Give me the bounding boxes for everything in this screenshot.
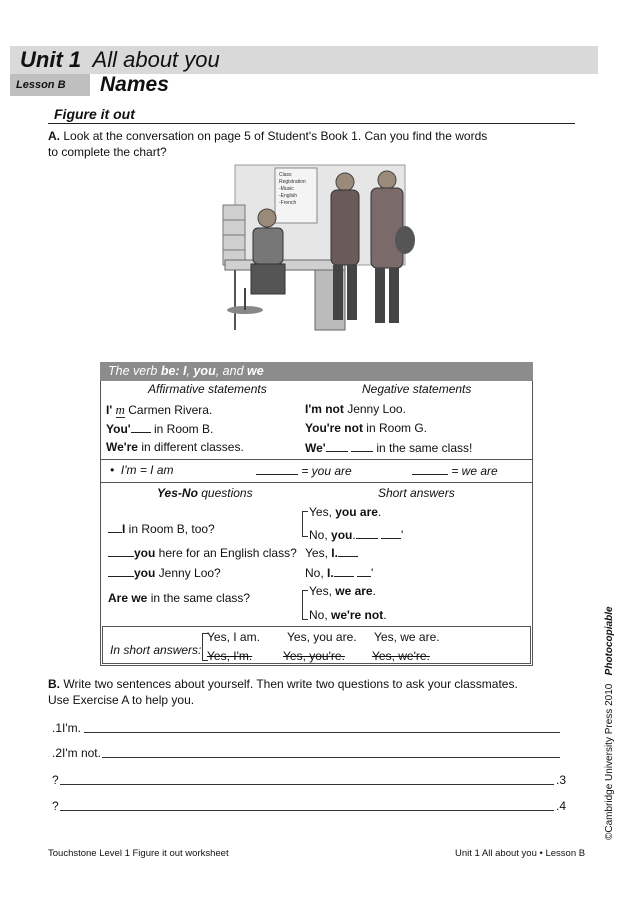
lesson-title: Names (100, 73, 169, 96)
svg-text:Class: Class (279, 172, 292, 178)
negative-row-3: We' in the same class! (305, 441, 473, 455)
exercise-b-instructions (48, 676, 518, 708)
answer-blank[interactable] (412, 463, 448, 475)
contraction-3: = we are (412, 463, 498, 479)
copyright-sidebar (604, 606, 615, 840)
chart-divider (100, 459, 533, 460)
exercise-a-instructions (48, 128, 487, 160)
classroom-illustration (205, 160, 430, 340)
exercise-a-letter: A. (48, 129, 60, 143)
answer-2-yes: Yes, I. (305, 545, 358, 561)
write-line-4[interactable] (60, 810, 554, 811)
exercise-b-line1: Write two sentences about yourself. Then write two questions to ask your classmates. (63, 677, 518, 691)
short-struck-1: Yes, I'm. (207, 649, 253, 663)
write-line-3-label: ? (52, 773, 59, 787)
section-title: Figure it out (54, 106, 135, 122)
answer-blank[interactable] (334, 565, 354, 577)
answer-bracket (302, 511, 308, 537)
unit-label: Unit 1 (20, 47, 82, 72)
answer-blank[interactable] (108, 521, 122, 533)
answer-blank[interactable] (256, 463, 298, 475)
affirmative-row-1: I' m Carmen Rivera. (106, 402, 213, 417)
chart-title: The verb be: I, you, and we (100, 362, 533, 381)
write-line-2-label: .2I'm not. (52, 746, 101, 760)
svg-text:-English: -English (279, 193, 298, 199)
short-struck-3: Yes, we're. (372, 649, 430, 663)
svg-text:Registration: Registration (279, 179, 306, 185)
answer-4-yes: Yes, we are. (309, 584, 376, 598)
answer-blank[interactable] (381, 527, 401, 539)
unit-name: All about you (92, 47, 220, 72)
answer-3-no: No, I. ' (305, 566, 374, 580)
lesson-label: Lesson B (10, 74, 90, 96)
write-line-4-label: ? (52, 799, 59, 813)
answer-blank[interactable] (338, 545, 358, 557)
answer-blank[interactable] (131, 421, 151, 433)
short-yes-3: Yes, we are. (374, 630, 440, 644)
short-answers-label: In short answers: (110, 643, 202, 657)
exercise-b-line2: Use Exercise A to help you. (48, 693, 195, 707)
question-3: you Jenny Loo? (108, 565, 221, 581)
write-line-3-number: .3 (556, 773, 567, 787)
short-yes-2: Yes, you are. (287, 630, 357, 644)
negative-heading: Negative statements (362, 382, 472, 396)
question-2: you here for an English class? (108, 545, 297, 561)
short-struck-2: Yes, you're. (283, 649, 345, 663)
write-line-1-label: .1I'm. (52, 721, 81, 735)
photocopiable-label: Photocopiable (604, 606, 615, 676)
question-4: Are we in the same class? (108, 591, 251, 605)
write-line-4-number: .4 (556, 799, 567, 813)
answer-blank[interactable] (108, 545, 134, 557)
answer-blank[interactable] (351, 440, 373, 452)
footer-right: Unit 1 All about you • Lesson B (455, 848, 586, 859)
exercise-b-letter: B. (48, 677, 60, 691)
yes-no-heading: Yes-No questions (157, 486, 253, 500)
answer-1-no: No, you. ' (309, 528, 404, 542)
chart-divider (100, 482, 533, 483)
answer-bracket (302, 590, 308, 620)
question-1: I in Room B, too? (108, 521, 215, 537)
write-line-2[interactable] (102, 757, 560, 758)
negative-row-2: You're not in Room G. (305, 421, 427, 435)
exercise-a-line1: Look at the conversation on page 5 of Student's Book 1. Can you find the words (63, 129, 488, 143)
short-yes-1: Yes, I am. (207, 630, 260, 644)
answer-blank[interactable] (326, 440, 348, 452)
answer-4-no: No, we're not. (309, 608, 387, 622)
answer-blank[interactable] (108, 565, 134, 577)
write-line-3[interactable] (60, 784, 554, 785)
contraction-2: = you are (256, 463, 352, 479)
svg-text:-Music: -Music (279, 186, 294, 192)
negative-row-1: I'm not Jenny Loo. (305, 402, 406, 416)
affirmative-heading: Affirmative statements (148, 382, 267, 396)
exercise-a-line2: to complete the chart? (48, 145, 167, 159)
write-line-1[interactable] (84, 732, 560, 733)
svg-text:-French: -French (279, 200, 297, 206)
section-rule (48, 123, 575, 124)
unit-title (20, 46, 220, 74)
affirmative-row-3: We're in different classes. (106, 440, 244, 454)
affirmative-row-2: You' in Room B. (106, 422, 214, 436)
footer-left: Touchstone Level 1 Figure it out worksheet (48, 848, 229, 859)
copyright-text: ©Cambridge University Press 2010 (604, 683, 615, 840)
answer-blank[interactable] (356, 527, 378, 539)
answer-1-yes: Yes, you are. (309, 505, 382, 519)
answer-blank[interactable] (357, 565, 371, 577)
short-answers-heading: Short answers (378, 486, 455, 500)
contraction-1: • I'm = I am (110, 463, 174, 477)
